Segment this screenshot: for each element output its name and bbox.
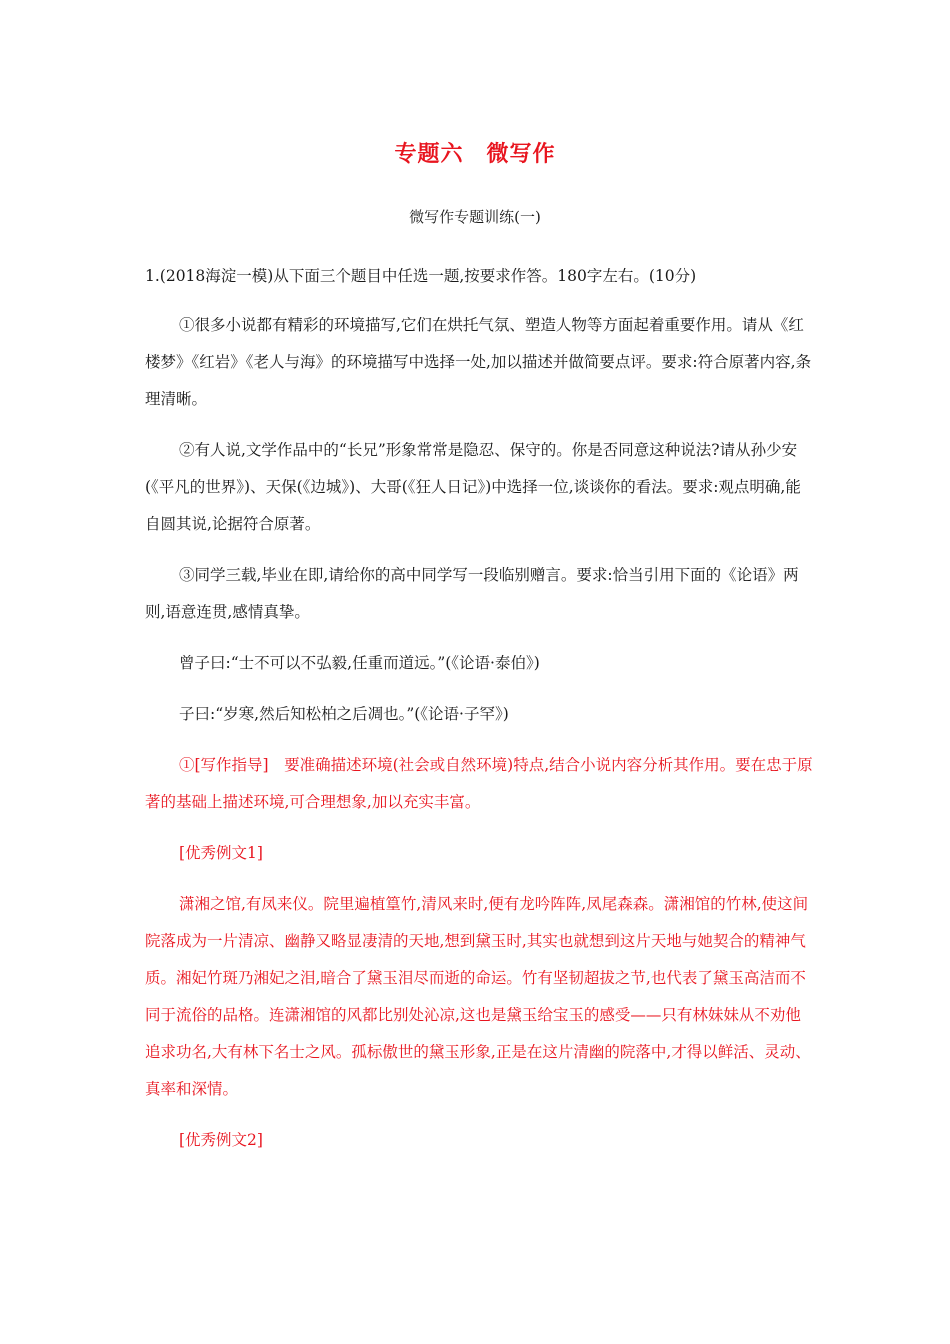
question-stem: 1.(2018海淀一模)从下面三个题目中任选一题,按要求作答。180字左右。(10分) [145,267,697,285]
option-2: ②有人说,文学作品中的“长兄”形象常常是隐忍、保守的。你是否同意这种说法?请从孙少安(《平凡的世界》)、天保(《边城》)、大哥(《狂人日记》)中选择一位,谈谈你的看法。要求:观点明确,能自圆其说,论据符合原著。 [145,441,801,533]
document-body [145,258,813,1159]
example-2-label: [优秀例文2] [179,1131,263,1149]
example-1-label: [优秀例文1] [179,844,263,862]
section-subtitle: 微写作专题训练(一) [409,208,541,226]
example-1-text: 潇湘之馆,有凤来仪。院里遍植篁竹,清风来时,便有龙吟阵阵,凤尾森森。潇湘馆的竹林,使这间院落成为一片清凉、幽静又略显凄清的天地,想到黛玉时,其实也就想到这片天地与她契合的精神气质。湘妃竹斑乃湘妃之泪,暗合了黛玉泪尽而逝的命运。竹有坚韧超拔之节,也代表了黛玉高洁而不同于流俗的品格。连潇湘馆的风都比别处沁凉,这也是黛玉给宝玉的感受——只有林妹妹从不劝他追求功名,大有林下名士之风。孤标傲世的黛玉形象,正是在这片清幽的院落中,才得以鲜活、灵动、真率和深情。 [145,895,811,1098]
option-1: ①很多小说都有精彩的环境描写,它们在烘托气氛、塑造人物等方面起着重要作用。请从《红楼梦》《红岩》《老人与海》的环境描写中选择一处,加以描述并做简要点评。要求:符合原著内容,条理清晰。 [145,316,812,408]
writing-guidance: ①[写作指导] 要准确描述环境(社会或自然环境)特点,结合小说内容分析其作用。要在忠于原著的基础上描述环境,可合理想象,加以充实丰富。 [145,756,813,811]
quote-2: 子曰:“岁寒,然后知松柏之后凋也。”(《论语·子罕》) [179,705,509,723]
option-3: ③同学三载,毕业在即,请给你的高中同学写一段临别赠言。要求:恰当引用下面的《论语》两则,语意连贯,感情真挚。 [145,566,799,621]
page-title: 专题六 微写作 [394,142,556,167]
quote-1: 曾子曰:“士不可以不弘毅,任重而道远。”(《论语·泰伯》) [179,654,540,672]
